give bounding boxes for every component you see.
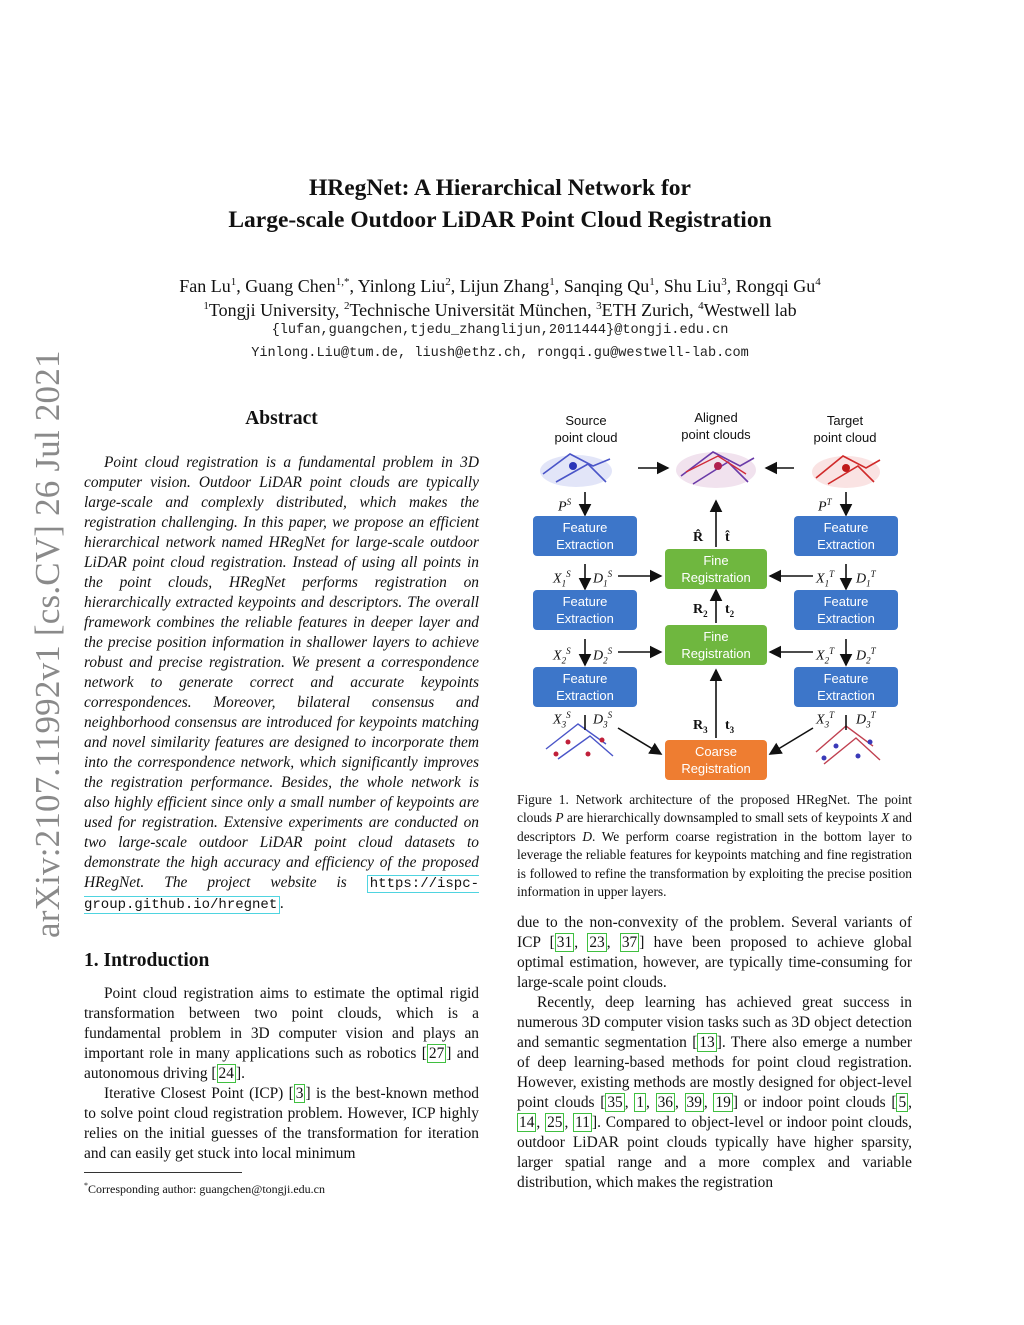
math-sup: T bbox=[829, 569, 835, 579]
math-D2S bbox=[593, 646, 612, 665]
label-line: Target bbox=[826, 413, 864, 428]
box-line: Registration bbox=[681, 761, 751, 776]
citation-link[interactable]: 36 bbox=[657, 1094, 673, 1111]
citation-link[interactable]: 31 bbox=[556, 934, 573, 951]
paper-title-line-1: HRegNet: A Hierarchical Network for bbox=[309, 175, 691, 201]
text-run: , bbox=[564, 1114, 574, 1131]
target-label bbox=[795, 412, 895, 446]
author-affil-mark: 4 bbox=[815, 276, 821, 288]
math-symbol: D bbox=[593, 712, 604, 728]
math-symbol: D bbox=[856, 712, 867, 728]
math-symbol: R bbox=[693, 602, 704, 617]
box-line: Feature bbox=[562, 671, 608, 686]
math-sub: 3 bbox=[824, 719, 830, 730]
citation-link[interactable]: 13 bbox=[699, 1034, 715, 1051]
text-run: , bbox=[624, 1094, 635, 1111]
arrow-right-to-coarse bbox=[770, 728, 813, 754]
email-line-2: Yinlong.Liu@tum.de, liush@ethz.ch, rongqi.gu@westwell-lab.com bbox=[251, 346, 749, 361]
footnote-mark: * bbox=[84, 1181, 88, 1190]
arxiv-stamp: arXiv:2107.11992v1 [cs.CV] 26 Jul 2021 bbox=[28, 350, 67, 938]
email-line-1: {lufan,guangchen,tjedu_zhanglijun,2011444}@tongji.edu.cn bbox=[271, 323, 729, 338]
math-symbol: t bbox=[725, 718, 730, 733]
box-line: Feature bbox=[823, 520, 869, 535]
aligned-point-clouds-image bbox=[676, 452, 756, 488]
citation-link[interactable]: 3 bbox=[295, 1085, 304, 1102]
math-sup: S bbox=[566, 710, 571, 720]
intro-paragraph-2: Iterative Closest Point (ICP) [ 3 ] is the best-known method to solve point cloud registration problem. However, ICP highly relies on the initial guesses of the transformation for iteration and can easily get stuck into local minimum bbox=[84, 1085, 480, 1162]
math-sub: 2 bbox=[866, 655, 871, 666]
author-name: , Sanqing Qu bbox=[554, 276, 650, 296]
box-line: Extraction bbox=[817, 537, 875, 552]
feature-extraction-box bbox=[794, 590, 898, 630]
math-sub: 1 bbox=[561, 578, 567, 589]
affiliation: ETH Zurich, bbox=[601, 300, 699, 320]
math-sup: S bbox=[566, 497, 572, 507]
abstract-heading-text: Abstract bbox=[245, 408, 318, 429]
citation-link[interactable]: 35 bbox=[607, 1094, 623, 1111]
math-D3T bbox=[856, 710, 876, 729]
math-t3 bbox=[725, 718, 734, 735]
citation-link[interactable]: 11 bbox=[575, 1114, 590, 1131]
label-line: Aligned bbox=[694, 410, 738, 425]
math-sup: T bbox=[826, 497, 832, 507]
math-PT bbox=[818, 497, 832, 516]
text-run: , bbox=[536, 1114, 546, 1131]
feature-extraction-box bbox=[533, 590, 637, 630]
abstract-text: Point cloud registration is a fundamental problem in 3D computer vision. Outdoor LiDAR point clouds are typically large-scale and complexly distributed, which makes the registration challenging. In this paper, we propose an efficient hierarchical network named HRegNet for large-scale outdoor LiDAR point cloud registration. Instead of using all points in the point clouds, HRegNet performs registration on hierarchically extracted keypoints and descriptors. The overall framework combines the reliable features in deeper layer and the precise position information in shallower layers to achieve robust and precise registration. We present a correspondence network to generate correct and accurate keypoints correspondences. Moreover, bilateral consensus and neighborhood consensus are introduced for keypoints matching and novel similarity features are designed to incorporate them into the correspondence network, which significantly improves the registration performance. Besides, the whole network is also highly efficient since only a small number of keypoints are used for registration. Extensive experiments are conducted on two large-scale outdoor LiDAR point cloud datasets to demonstrate the high accuracy and efficiency of the proposed HRegNet. The project website is bbox=[84, 454, 479, 891]
math-X2T bbox=[816, 646, 834, 665]
math-D3S bbox=[593, 710, 612, 729]
affil-mark: 1 bbox=[203, 300, 209, 312]
affil-mark: 3 bbox=[596, 300, 602, 312]
source-point-cloud-image bbox=[540, 454, 612, 487]
math-sup: T bbox=[870, 569, 876, 579]
fine-registration-box bbox=[665, 625, 767, 665]
text-run: and autonomous driving bbox=[84, 1045, 479, 1082]
math-sub: 2 bbox=[603, 655, 608, 666]
box-line: Extraction bbox=[556, 611, 614, 626]
affiliation: Technische Universität München, bbox=[349, 300, 597, 320]
box-line: Extraction bbox=[556, 688, 614, 703]
math-sup: S bbox=[607, 646, 613, 656]
source-label bbox=[536, 412, 636, 446]
aligned-label bbox=[666, 409, 766, 443]
project-website-link[interactable]: https://ispc-group.github.io/hregnet bbox=[84, 876, 479, 913]
box-line: Feature bbox=[823, 594, 869, 609]
label-line: point cloud bbox=[813, 430, 877, 445]
math-symbol: D bbox=[593, 648, 604, 664]
math-sub: 2 bbox=[703, 608, 708, 619]
intro-body bbox=[84, 984, 479, 1164]
citation-link[interactable]: 25 bbox=[547, 1114, 563, 1131]
math-symbol: P bbox=[555, 810, 564, 826]
text-run: . bbox=[241, 1065, 245, 1082]
math-X3T bbox=[816, 710, 834, 729]
math-sup: T bbox=[829, 646, 835, 656]
box-line: Fine bbox=[703, 629, 729, 644]
math-symbol: X bbox=[816, 571, 825, 587]
math-symbol: X bbox=[553, 571, 562, 587]
label-line: point clouds bbox=[681, 427, 751, 442]
text-run: Point cloud registration aims to estimate the optimal rigid transformation between two point clouds, which is a fundamental problem in 3D computer vision and plays an important role in many applications such as robotics bbox=[84, 985, 479, 1062]
affiliation-list bbox=[0, 294, 1000, 322]
math-symbol: D bbox=[856, 571, 867, 587]
math-sub: 1 bbox=[866, 578, 871, 589]
citation-link[interactable]: 14 bbox=[519, 1114, 535, 1131]
math-R-hat: R̂ bbox=[693, 530, 704, 545]
text-run: , bbox=[908, 1094, 913, 1111]
math-sup: S bbox=[607, 569, 613, 579]
citation-link[interactable]: 39 bbox=[686, 1094, 702, 1111]
author-affil-mark: 2 bbox=[445, 276, 451, 288]
math-sub: 2 bbox=[561, 655, 567, 666]
box-line: Feature bbox=[562, 594, 608, 609]
author-affil-mark: 1,* bbox=[335, 276, 350, 288]
author-name: , Rongqi Gu bbox=[726, 276, 816, 296]
math-sub: 3 bbox=[561, 719, 567, 730]
text-run: Figure 1. Network architecture of the proposed HRegNet. The point clouds bbox=[517, 792, 912, 826]
math-symbol: X bbox=[553, 712, 562, 728]
math-X3S bbox=[553, 710, 571, 729]
math-symbol: X bbox=[553, 648, 562, 664]
text-run: . We perform coarse registration in the bottom layer to leverage the reliable features for keypoints matching and fine registration is followed to refine the transformation by exploiting the precise position information in upper layers. bbox=[517, 828, 912, 900]
math-sub: 2 bbox=[729, 608, 735, 619]
author-name: , Shu Liu bbox=[654, 276, 722, 296]
math-D1S bbox=[593, 569, 612, 588]
label-line: Source bbox=[565, 413, 607, 428]
text-run: Recently, deep learning has achieved great success in numerous 3D computer vision tasks such as 3D object detection and semantic segmentation [ bbox=[517, 994, 912, 1051]
abstract-end: . bbox=[280, 895, 285, 912]
math-t-hat: t̂ bbox=[725, 530, 730, 545]
math-symbol: X bbox=[816, 648, 825, 664]
text-run: ] have been proposed to achieve global optimal estimation, however, are typically time-consuming for large-scale point clouds. bbox=[517, 934, 913, 991]
citation-link[interactable]: 37 bbox=[621, 934, 638, 951]
text-run: Iterative Closest Point (ICP) bbox=[104, 1085, 289, 1102]
feature-extraction-box bbox=[533, 516, 637, 556]
math-sup: T bbox=[870, 646, 876, 656]
math-sup: T bbox=[870, 710, 876, 720]
math-symbol: D bbox=[856, 648, 867, 664]
footnote bbox=[84, 1178, 325, 1197]
citation-link[interactable]: 24 bbox=[218, 1065, 234, 1082]
box-line: Fine bbox=[703, 553, 729, 568]
text-run: ]. There also emerge a number of deep learning-based methods for point cloud registration. However, existing methods are mostly designed for object-level point clouds [ bbox=[517, 1034, 912, 1111]
right-paragraph-1 bbox=[517, 913, 912, 993]
math-sup: S bbox=[566, 646, 571, 656]
math-sub: 1 bbox=[603, 578, 608, 589]
figure-caption bbox=[517, 791, 912, 901]
math-symbol: X bbox=[881, 810, 890, 826]
label-line: point cloud bbox=[554, 430, 618, 445]
footnote-text: Corresponding author: guangchen@tongji.edu.cn bbox=[88, 1182, 325, 1196]
math-sup: T bbox=[829, 710, 835, 720]
abstract-heading bbox=[84, 408, 479, 430]
box-line: Coarse bbox=[695, 744, 737, 759]
text-run: , bbox=[606, 934, 620, 951]
math-symbol: P bbox=[558, 499, 567, 515]
box-line: Registration bbox=[681, 570, 751, 585]
affil-mark: 4 bbox=[698, 300, 704, 312]
affiliation: Tongji University, bbox=[208, 300, 344, 320]
math-sub: 3 bbox=[729, 724, 735, 735]
math-symbol: X bbox=[816, 712, 825, 728]
math-D2T bbox=[856, 646, 876, 665]
math-symbol: D bbox=[593, 571, 604, 587]
text-run: due to the non-convexity of the problem. Several variants of ICP [ bbox=[517, 914, 912, 951]
text-run: is the best-known method to solve point cloud registration problem. However, ICP highly relies on the initial guesses of the transformation for iteration and can easily get stuck into local minimum bbox=[84, 1085, 480, 1162]
box-line: Extraction bbox=[556, 537, 614, 552]
math-sub: 3 bbox=[603, 719, 608, 730]
math-X1T bbox=[816, 569, 834, 588]
math-PS bbox=[558, 497, 571, 516]
text-run: and descriptors bbox=[517, 810, 913, 844]
math-sub: 3 bbox=[866, 719, 871, 730]
box-line: Feature bbox=[823, 671, 869, 686]
affil-mark: 2 bbox=[343, 300, 350, 312]
box-line: Feature bbox=[562, 520, 608, 535]
intro-paragraph-1: Point cloud registration aims to estimate the optimal rigid transformation between two point clouds, which is a fundamental problem in 3D computer vision and plays an important role in many applications such as robotics [ 27 ] and autonomous driving [ 24 ]. bbox=[84, 985, 479, 1082]
target-point-cloud-image bbox=[812, 456, 880, 488]
math-R2 bbox=[693, 602, 708, 619]
right-paragraph-2 bbox=[517, 993, 912, 1193]
feature-extraction-box bbox=[533, 667, 637, 707]
text-run: ]. Compared to object-level or indoor point clouds, outdoor LiDAR point clouds typically have higher sparsity, larger spatial range and a more complex and variable distribution, which makes the registration bbox=[517, 1114, 912, 1191]
text-run: ] or indoor point clouds [ bbox=[732, 1094, 897, 1111]
text-run: , bbox=[646, 1094, 656, 1111]
author-name: Fan Lu bbox=[179, 276, 231, 296]
math-symbol: t bbox=[725, 602, 730, 617]
math-symbol: P bbox=[818, 499, 827, 515]
author-name: , Yinlong Liu bbox=[349, 276, 446, 296]
citation-link[interactable]: 23 bbox=[589, 934, 605, 951]
right-column-body bbox=[517, 913, 912, 1193]
author-affil-mark: 3 bbox=[721, 276, 727, 288]
network-architecture-figure bbox=[518, 404, 913, 784]
math-symbol: R bbox=[693, 718, 704, 733]
math-D1T bbox=[856, 569, 876, 588]
box-line: Extraction bbox=[817, 688, 875, 703]
citation-link[interactable]: 1 bbox=[636, 1094, 645, 1111]
abstract-body bbox=[84, 453, 479, 915]
box-line: Extraction bbox=[817, 611, 875, 626]
author-name: , Guang Chen bbox=[236, 276, 336, 296]
math-X2S bbox=[553, 646, 571, 665]
math-t2 bbox=[725, 602, 734, 619]
math-sub: 1 bbox=[824, 578, 830, 589]
feature-extraction-box bbox=[794, 516, 898, 556]
math-symbol: D bbox=[582, 828, 593, 844]
paper-title-line-2: Large-scale Outdoor LiDAR Point Cloud Registration bbox=[228, 207, 772, 233]
math-R3 bbox=[693, 718, 708, 735]
author-affil-mark: 1 bbox=[649, 276, 655, 288]
text-run: are hierarchically downsampled to small sets of keypoints bbox=[563, 810, 882, 826]
author-name: , Lijun Zhang bbox=[450, 276, 550, 296]
text-run: , bbox=[674, 1094, 685, 1111]
math-sub: 3 bbox=[703, 724, 708, 735]
affiliation: Westwell lab bbox=[703, 300, 797, 320]
footnote-rule bbox=[84, 1172, 242, 1173]
fine-registration-box bbox=[665, 549, 767, 589]
author-affil-mark: 1 bbox=[549, 276, 555, 288]
feature-extraction-box bbox=[794, 667, 898, 707]
citation-link[interactable]: 5 bbox=[898, 1094, 907, 1111]
math-sup: S bbox=[566, 569, 571, 579]
intro-heading: 1. Introduction bbox=[84, 950, 210, 971]
author-affil-mark: 1 bbox=[230, 276, 237, 288]
math-sup: S bbox=[607, 710, 613, 720]
coarse-registration-box bbox=[665, 740, 767, 780]
citation-link[interactable]: 27 bbox=[428, 1045, 445, 1062]
target-keypoints-image bbox=[816, 726, 880, 764]
citation-link[interactable]: 19 bbox=[715, 1094, 731, 1111]
arrow-left-to-coarse bbox=[618, 728, 661, 754]
text-run: , bbox=[574, 934, 588, 951]
math-sub: 2 bbox=[824, 655, 830, 666]
text-run: , bbox=[703, 1094, 714, 1111]
box-line: Registration bbox=[681, 646, 751, 661]
math-X1S bbox=[553, 569, 571, 588]
